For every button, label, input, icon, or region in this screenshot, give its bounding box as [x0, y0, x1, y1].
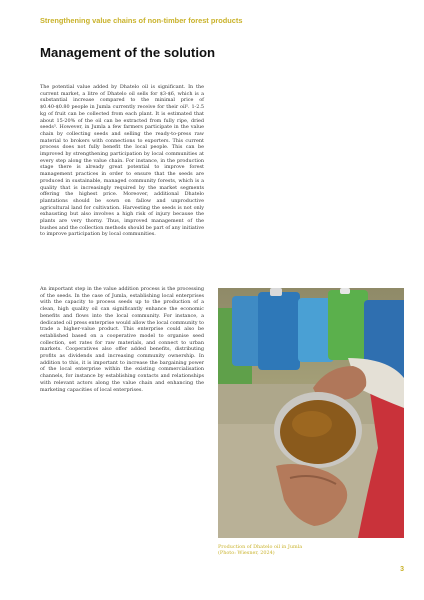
body-paragraph-1: The potential value added by Dhatelo oil is significant. In the current market, a litre of Dhatelo oil sells for $3-$6, which is a substantial increase compared to the minimal price of $0.40-$0.80 people in Jumla currently receive for their oil⁵. 1-2.5 kg of fruit can be collected from each plant. It is estimated that about 15-20% of the oil can be extracted from fully ripe, dried seeds⁵. However, in Jumla a few farmers participate in the value chain by collecting seeds and selling the ready-to-press raw material to brokers with connections to exporters. This current process does not fully benefit the local people. This can be improved by strengthening participation by local communities at every step along the value chain. For instance, in the production stage there is already great potential to improve forest management practices in order to ensure that the seeds are produced in sustainable, managed community forests, which is a quality that is increasingly required by the market segments offering the highest price. Moreover, additional Dhatelo plantations should be sown on fallow and unproductive agricultural land for cultivation. Harvesting the seeds is not only exhausting but also involves a high risk of injury because the plants are very thorny. Thus, improved management of the bushes and the collection methods should be part of any initiative to improve participation by local communities. [40, 84, 204, 238]
section-title: Management of the solution [40, 45, 216, 60]
dhatelo-oil-photo [218, 288, 404, 538]
body-paragraph-2: An important step in the value addition process is the processing of the seeds. In the case of Jumla, establishing local enterprises with the capacity to process seeds up to the production of a clean, high quality oil can significantly enhance the economic benefits and flows into the local community. For instance, a dedicated oil press enterprise would allow the local community to trade a higher-value product. This enterprise could also be established based on a cooperative model to organise seed collection, set rates for raw materials, and connect to urban markets. Cooperatives also offer added benefits, distributing profits as dividends and increasing community ownership. In addition to this, it is important to increase the bargaining power of the local enterprise within the existing commercialisation channels, for instance by establishing contacts and relationships with relevant actors along the value chain and enhancing the marketing capacities of local enterprises. [40, 286, 204, 393]
photo-caption [218, 544, 404, 556]
running-header: Strengthening value chains of non-timber forest products [40, 16, 243, 25]
page-number: 3 [400, 566, 404, 573]
caption-line-2: (Photo: Wiesner, 2024) [218, 550, 275, 557]
caption-line-1: Production of Dhatelo oil in Jumla [218, 544, 303, 550]
